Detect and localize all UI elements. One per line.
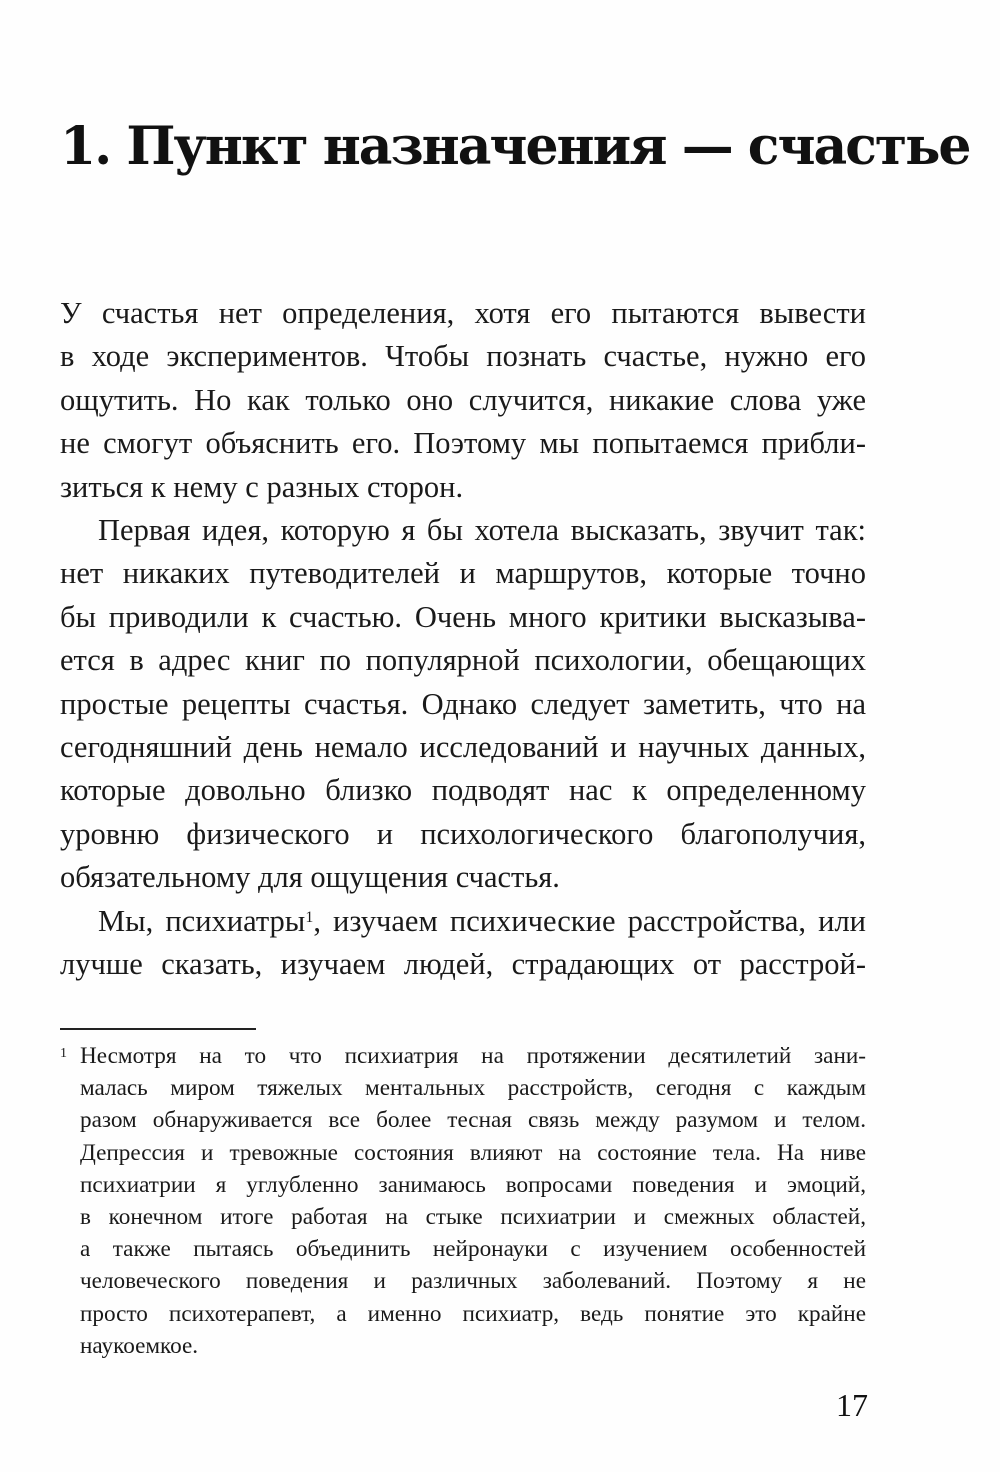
paragraph-3 bbox=[60, 900, 866, 987]
text-line: зиться к нему с разных сторон. bbox=[60, 469, 464, 504]
text-segment: Мы, психиатры bbox=[98, 903, 306, 938]
footnote-body bbox=[80, 1040, 866, 1362]
text-line: ется в адрес книг по популярной психологии, обещающих bbox=[60, 643, 866, 678]
text-line: бы приводили к счастью. Очень много критики высказыва- bbox=[60, 599, 866, 634]
text-line bbox=[60, 900, 866, 943]
chapter-title: 1. Пункт назначения — счастье bbox=[60, 116, 970, 177]
page-number: 17 bbox=[836, 1387, 868, 1423]
text-line: нет никаких путеводителей и маршрутов, которые точно bbox=[60, 556, 866, 591]
text-line: У счастья нет определения, хотя его пытаются вывести bbox=[60, 296, 866, 330]
text-line: уровню физического и психологического благополучия, bbox=[60, 816, 866, 851]
footnote-line: психиатрии я углубленно занимаюсь вопросами поведения и эмоций, bbox=[80, 1171, 866, 1198]
text-line: сегодняшний день немало исследований и научных данных, bbox=[60, 730, 866, 765]
footnote-line: наукоемкое. bbox=[80, 1332, 199, 1359]
text-segment: , изучаем психические расстройства, или bbox=[313, 903, 867, 938]
paragraph-1 bbox=[60, 292, 866, 509]
main-text bbox=[60, 292, 866, 987]
footnote-line: Депрессия и тревожные состояния влияют на состояние тела. На ниве bbox=[80, 1139, 866, 1166]
paragraph-2 bbox=[60, 509, 866, 900]
text-line: лучше сказать, изучаем людей, страдающих от расстрой- bbox=[60, 947, 866, 982]
footnote-reference: 1 bbox=[305, 908, 314, 926]
footnote-line: просто психотерапевт, а именно психиатр, ведь понятие это крайне bbox=[80, 1300, 866, 1327]
text-line: простые рецепты счастья. Однако следует заметить, что на bbox=[60, 686, 866, 721]
text-line: Первая идея, которую я бы хотела высказать, звучит так: bbox=[98, 513, 866, 548]
footnote-line: человеческого поведения и различных заболеваний. Поэтому я не bbox=[80, 1268, 866, 1295]
footnote-divider bbox=[60, 1028, 256, 1030]
footnote-line: в конечном итоге работая на стыке психиатрии и смежных областей, bbox=[80, 1204, 866, 1231]
footnote-mark: 1 bbox=[60, 1046, 67, 1061]
footnote-line: а также пытаясь объединить нейронауки с изучением особенностей bbox=[80, 1236, 866, 1263]
text-line: ощутить. Но как только оно случится, никакие слова уже bbox=[60, 382, 866, 417]
text-line: не смогут объяснить его. Поэтому мы попытаемся прибли- bbox=[60, 426, 866, 461]
text-line: которые довольно близко подводят нас к определенному bbox=[60, 773, 866, 808]
footnote-line: разом обнаруживается все более тесная связь между разумом и телом. bbox=[80, 1107, 866, 1134]
text-line: в ходе экспериментов. Чтобы познать счастье, нужно его bbox=[60, 339, 866, 374]
text-line: обязательному для ощущения счастья. bbox=[60, 860, 560, 895]
footnote bbox=[60, 1040, 866, 1362]
footnote-line: Несмотря на то что психиатрия на протяжении десятилетий зани- bbox=[80, 1043, 866, 1069]
footnote-line: малась миром тяжелых ментальных расстройств, сегодня с каждым bbox=[80, 1075, 866, 1102]
